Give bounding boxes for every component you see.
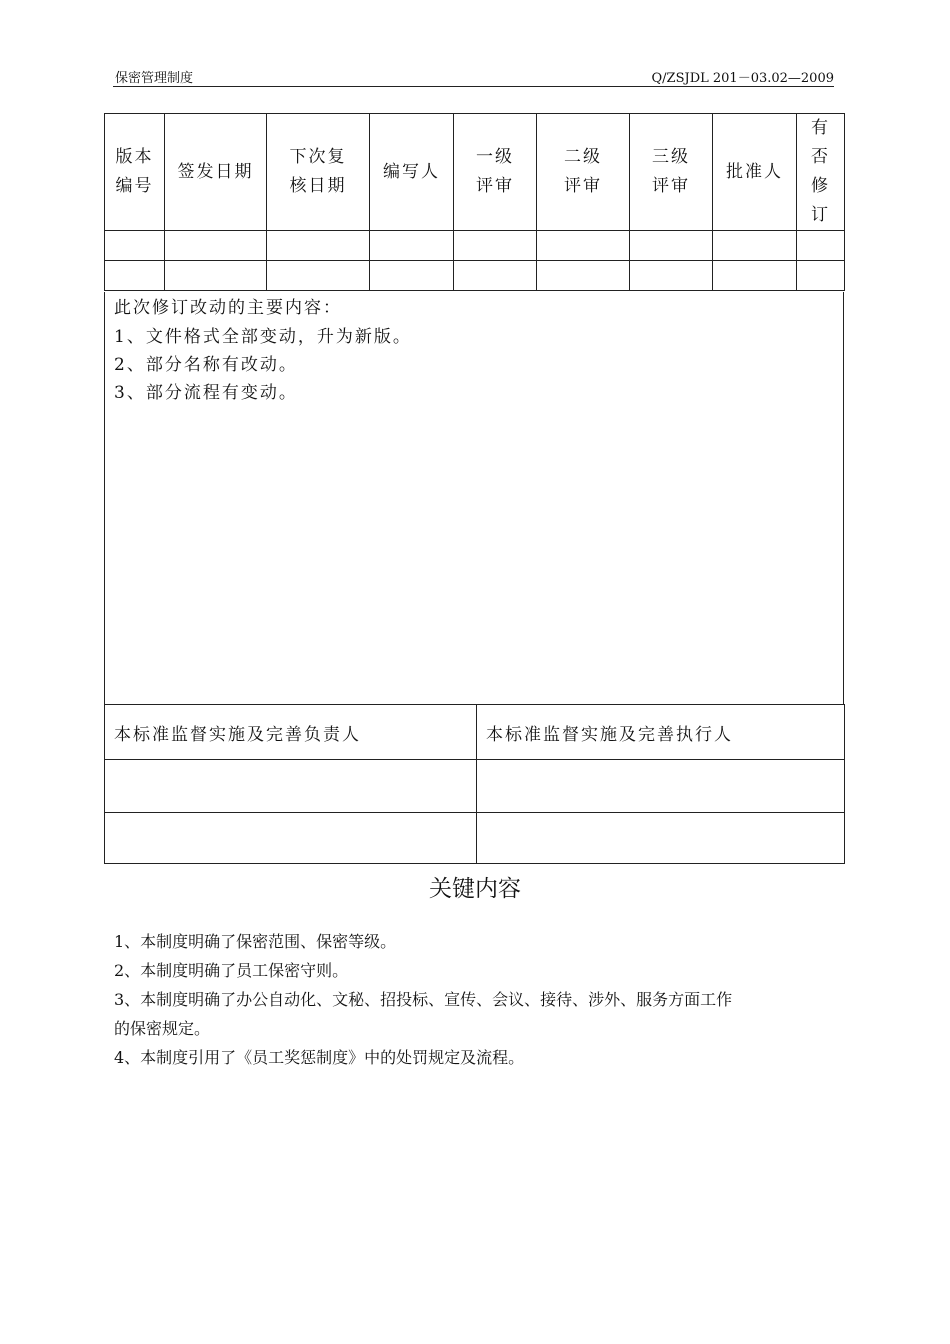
col-second-review: 二级 评审	[537, 114, 630, 231]
revision-content-item: 2、部分名称有改动。	[114, 355, 298, 375]
responsible-person-label: 本标准监督实施及完善负责人	[105, 705, 477, 760]
list-item: 的保密规定。	[114, 1019, 211, 1038]
col-version-number: 版本 编号	[105, 114, 165, 231]
page-header	[113, 66, 834, 87]
responsible-person-cell	[105, 813, 477, 864]
revision-content-item: 1、文件格式全部变动，升为新版。	[114, 327, 412, 347]
key-content-list	[114, 927, 854, 1072]
revision-content-box	[104, 292, 844, 705]
document-code: Q/ZSJDL 201－03.02—2009	[651, 71, 834, 86]
revision-content-heading: 此次修订改动的主要内容：	[114, 298, 342, 318]
col-author: 编写人	[370, 114, 454, 231]
col-approver: 批准人	[713, 114, 797, 231]
revision-content-item: 3、部分流程有变动。	[114, 383, 298, 403]
table-row	[105, 231, 845, 261]
key-content-title: 关键内容	[429, 876, 521, 902]
list-item: 2、本制度明确了员工保密守则。	[114, 961, 349, 980]
col-third-review: 三级 评审	[630, 114, 713, 231]
list-item: 3、本制度明确了办公自动化、文秘、招投标、宣传、会议、接待、涉外、服务方面工作	[114, 990, 733, 1009]
revision-header-row	[105, 114, 845, 231]
executor-cell	[477, 813, 845, 864]
supervision-table	[104, 704, 845, 864]
list-item: 4、本制度引用了《员工奖惩制度》中的处罚规定及流程。	[114, 1048, 525, 1067]
list-item: 1、本制度明确了保密范围、保密等级。	[114, 932, 397, 951]
col-first-review: 一级 评审	[454, 114, 537, 231]
col-revised: 有 否 修 订	[797, 114, 845, 231]
table-row	[105, 261, 845, 291]
col-next-review-date: 下次复 核日期	[267, 114, 370, 231]
responsible-person-cell	[105, 760, 477, 813]
revision-table	[104, 113, 845, 291]
executor-label: 本标准监督实施及完善执行人	[477, 705, 845, 760]
executor-cell	[477, 760, 845, 813]
document-title: 保密管理制度	[115, 71, 194, 86]
col-issue-date: 签发日期	[165, 114, 267, 231]
